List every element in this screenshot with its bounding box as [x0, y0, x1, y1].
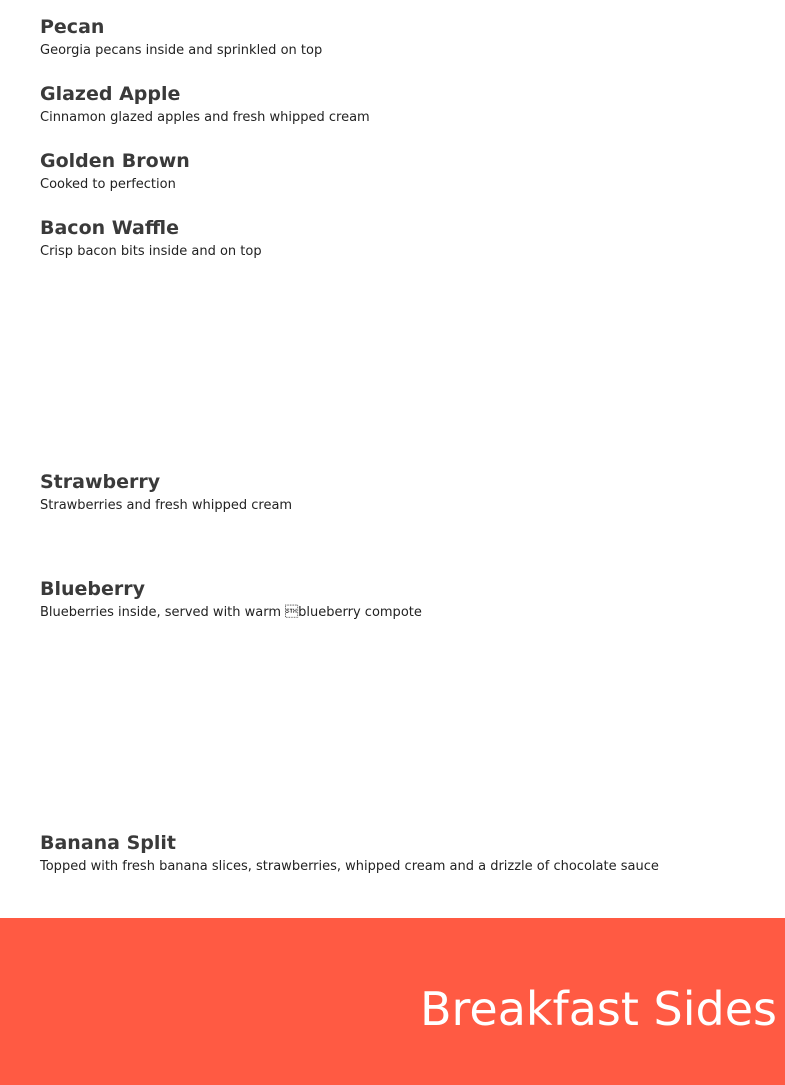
- menu-item-description: Blueberries inside, served with warm blueberry compote: [40, 605, 422, 620]
- menu-item-description: Topped with fresh banana slices, strawberries, whipped cream and a drizzle of chocolate sauce: [40, 859, 659, 874]
- menu-item-pecan: [40, 16, 760, 59]
- menu-item-strawberry: [40, 471, 760, 514]
- menu-item-description: Crisp bacon bits inside and on top: [40, 244, 262, 259]
- menu-item-bacon-waffle: [40, 217, 760, 260]
- menu-item-banana-split: [40, 832, 760, 875]
- menu-item-description: Strawberries and fresh whipped cream: [40, 498, 293, 513]
- menu-item-name: Strawberry: [40, 471, 161, 493]
- section-title: Breakfast Sides: [419, 982, 777, 1036]
- menu-item-description: Cooked to perfection: [40, 177, 176, 192]
- menu-item-description: Cinnamon glazed apples and fresh whipped cream: [40, 110, 370, 125]
- menu-item-name: Pecan: [40, 16, 105, 38]
- section-banner: [0, 918, 785, 1085]
- menu-item-name: Glazed Apple: [40, 83, 181, 105]
- menu-item-name: Banana Split: [40, 832, 177, 854]
- menu-item-blueberry: [40, 578, 760, 621]
- menu-item-name: Golden Brown: [40, 150, 190, 172]
- menu-item-glazed-apple: [40, 83, 760, 126]
- menu-item-golden-brown: [40, 150, 760, 193]
- menu-item-name: Bacon Waffle: [40, 217, 179, 239]
- menu-item-description: Georgia pecans inside and sprinkled on top: [40, 43, 323, 58]
- menu-item-name: Blueberry: [40, 578, 146, 600]
